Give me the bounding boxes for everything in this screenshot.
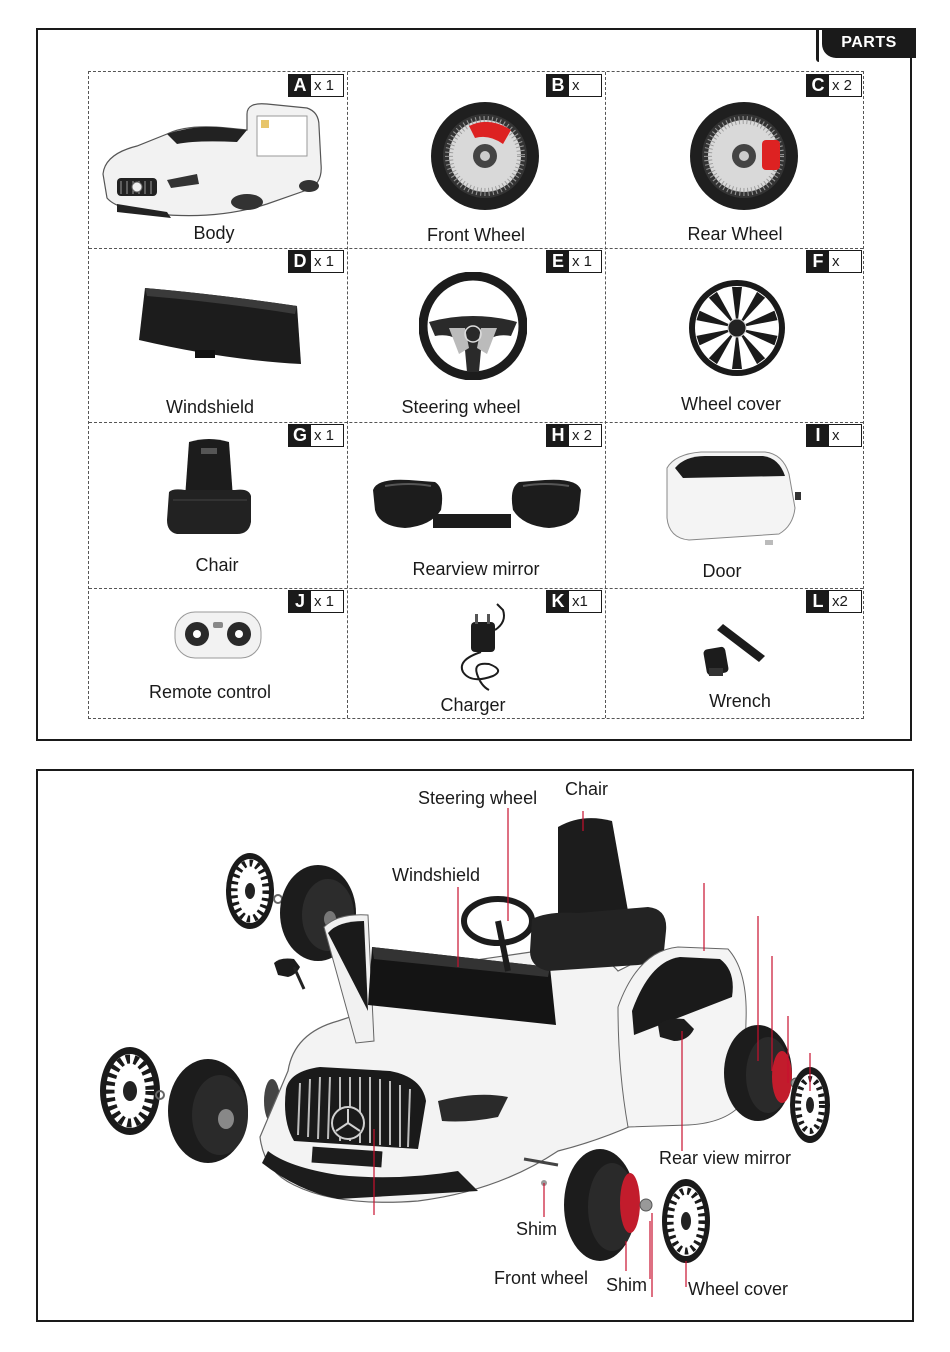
part-cell-d [89,248,347,422]
part-label: Steering wheel [401,397,521,417]
part-label: Windshield [165,397,255,417]
part-label: Charger [440,695,506,715]
steering-wheel-icon [419,272,527,380]
assembly-panel [36,769,914,1322]
part-label: Rear Wheel [687,224,783,244]
part-badge: B x [546,74,602,97]
part-label: Chair [195,555,239,575]
part-label: Wrench [709,691,771,711]
wheel-cover-icon [226,853,282,929]
part-badge: K x1 [546,590,602,613]
part-badge: H x 2 [546,424,602,447]
part-cell-f [605,248,865,422]
wrench-icon [699,622,769,680]
part-label: Body [193,223,235,243]
mirror-icon [369,476,585,540]
remote-icon [173,608,263,662]
chair-icon [163,438,257,538]
parts-panel [36,28,912,741]
parts-grid [88,71,864,719]
part-label: Door [702,561,742,581]
part-badge: A x 1 [288,74,344,97]
part-badge: J x 1 [288,590,344,613]
part-cell-a [89,72,347,248]
part-cell-k [347,588,605,720]
callout-windshield: Windshield [392,865,481,885]
part-cell-l [605,588,865,720]
windshield-icon [135,284,307,368]
callout-rear-view-mirror: Rear view mirror [659,1148,792,1168]
wheel-cover-icon [687,278,787,378]
exploded-car-diagram [38,771,912,1320]
part-badge: G x 1 [288,424,344,447]
callout-chair: Chair [565,779,609,799]
charger-icon [453,602,509,692]
callout-steering-wheel: Steering wheel [418,788,538,808]
part-label: Rearview mirror [412,559,540,579]
part-badge: D x 1 [288,250,344,273]
part-cell-j [89,588,347,720]
car-body-icon [97,94,327,224]
part-label: Front Wheel [426,225,526,245]
parts-tab: PARTS [822,28,916,58]
door-icon [661,448,803,548]
part-cell-e [347,248,605,422]
callout-shim: Shim [516,1219,558,1239]
part-cell-b [347,72,605,248]
rear-wheel-icon [688,100,800,212]
callout-wheel-cover: Wheel cover [688,1279,789,1299]
part-label: Wheel cover [680,394,782,414]
part-cell-h [347,422,605,588]
part-badge: I x [806,424,862,447]
part-cell-g [89,422,347,588]
part-cell-i [605,422,865,588]
part-badge: C x 2 [806,74,862,97]
part-badge: E x 1 [546,250,602,273]
part-cell-c [605,72,865,248]
callout-front-wheel: Front wheel [494,1268,589,1288]
front-wheel-icon [429,100,541,212]
callout-shim-2: Shim [606,1275,648,1295]
part-badge: L x2 [806,590,862,613]
part-label: Remote control [148,682,272,702]
part-badge: F x [806,250,862,273]
